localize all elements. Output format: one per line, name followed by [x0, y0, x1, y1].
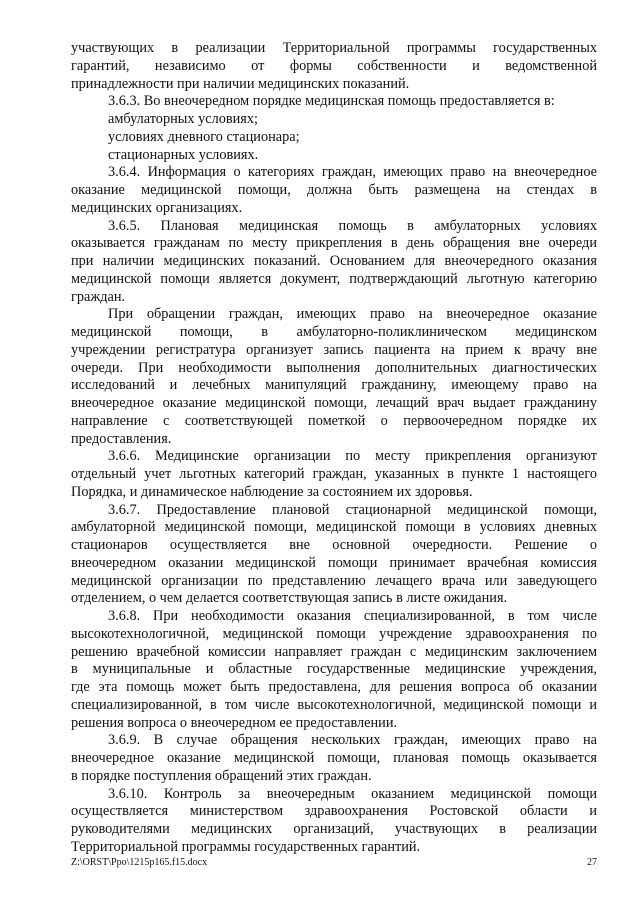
text-line: внеочередном оказании медицинской помощи принимает врачебная комиссия — [71, 554, 597, 571]
text-line: 3.6.8. При необходимости оказания специализированной, в том числе — [108, 608, 597, 624]
text-line: учреждении регистратура организует запись пациента на прием к врачу вне — [71, 341, 597, 358]
text-line: 3.6.7. Предоставление плановой стационарной медицинской помощи, — [108, 501, 597, 518]
text-line: 3.6.4. Информация о категориях граждан, имеющих право на внеочередное — [108, 164, 597, 181]
text-line: При обращении граждан, имеющих право на внеочередное оказание — [108, 306, 597, 323]
text-line: 3.6.6. Медицинские организации по месту прикрепления организуют — [108, 448, 597, 465]
text-line: амбулаторной медицинской помощи, медицинской помощи в условиях дневных — [71, 519, 597, 536]
text-line: внеочередное оказание медицинской помощи, лечащий врач выдает гражданину — [71, 395, 597, 411]
text-line: 3.6.9. В случае обращения нескольких граждан, имеющих право на — [108, 732, 597, 749]
text-line: отделением, о чем делается соответствующая запись в листе ожидания. — [71, 590, 508, 607]
text-line: оказывается гражданам по месту прикрепления в день обращения вне очереди — [71, 235, 597, 252]
text-line: 3.6.3. Во внеочередном порядке медицинская помощь предоставляется в: — [108, 93, 555, 110]
text-line: осуществляется министерством здравоохранения Ростовской области и — [71, 803, 597, 820]
text-line: амбулаторных условиях; — [108, 111, 258, 127]
text-line: стационарных условиях. — [108, 146, 259, 163]
text-line: участвующих в реализации Территориальной программы государственных — [71, 40, 597, 56]
text-line: в порядке поступления обращений этих граждан. — [71, 767, 372, 784]
text-line: решения вопроса о внеочередном ее предоставлении. — [71, 714, 398, 731]
text-line: условиях дневного стационара; — [108, 128, 300, 145]
text-line: при наличии медицинских показаний. Основанием для внеочередного оказания — [71, 253, 597, 269]
text-line: решению врачебной комиссии направляет граждан с медицинским заключением — [71, 643, 597, 660]
text-line: медицинской организации по представлению лечащего врача или заведующего — [71, 572, 597, 589]
text-line: отдельный учет льготных категорий граждан, указанных в пункте 1 настоящего — [71, 466, 597, 482]
text-line: граждан. — [71, 288, 126, 305]
text-line: медицинской помощи является документ, подтверждающий льготную категорию — [71, 270, 597, 287]
text-line: 3.6.10. Контроль за внеочередным оказанием медицинской помощи — [108, 785, 597, 802]
text-line: очереди. При необходимости выполнения дополнительных диагностических — [71, 359, 597, 376]
text-line: исследований и лечебных манипуляций гражданину, имеющему право на — [71, 377, 597, 394]
text-line: где эта помощь может быть предоставлена, для решения вопроса об оказании — [71, 679, 597, 695]
text-line: Порядка, и динамическое наблюдение за состоянием их здоровья. — [71, 483, 473, 500]
page-number: 27 — [587, 857, 597, 868]
text-line: 3.6.5. Плановая медицинская помощь в амбулаторных условиях — [108, 217, 597, 234]
document-body — [71, 40, 597, 857]
text-line: гарантий, независимо от формы собственности и ведомственной — [71, 57, 597, 74]
document-page — [71, 40, 597, 857]
text-line: оказание медицинской помощи, должна быть размещена на стендах в — [71, 182, 597, 198]
page-footer — [71, 856, 597, 870]
text-line: медицинской помощи, в амбулаторно-поликлиническом медицинском — [71, 324, 597, 340]
text-line: специализированной, в том числе высокотехнологичной, медицинской помощи и — [71, 696, 597, 713]
text-line: Территориальной программы государственных гарантий. — [71, 838, 421, 855]
text-line: высокотехнологичной, медицинской помощи учреждение здравоохранения по — [71, 625, 597, 642]
text-line: принадлежности при наличии медицинских показаний. — [71, 75, 410, 92]
text-line: в муниципальные и областные государственные медицинские учреждения, — [71, 661, 597, 678]
text-line: руководителями медицинских организаций, участвующих в реализации — [71, 821, 597, 837]
text-line: медицинских организациях. — [71, 199, 243, 216]
text-line: предоставления. — [71, 430, 172, 447]
file-path: Z:\ORST\Ppo\1215p165.f15.docx — [71, 857, 208, 868]
text-line: стационаров осуществляется вне основной очередности. Решение о — [71, 537, 597, 553]
text-line: внеочередное оказание медицинской помощи, плановая помощь оказывается — [71, 750, 597, 766]
text-line: направление с соответствующей пометкой о первоочередном порядке их — [71, 412, 597, 429]
